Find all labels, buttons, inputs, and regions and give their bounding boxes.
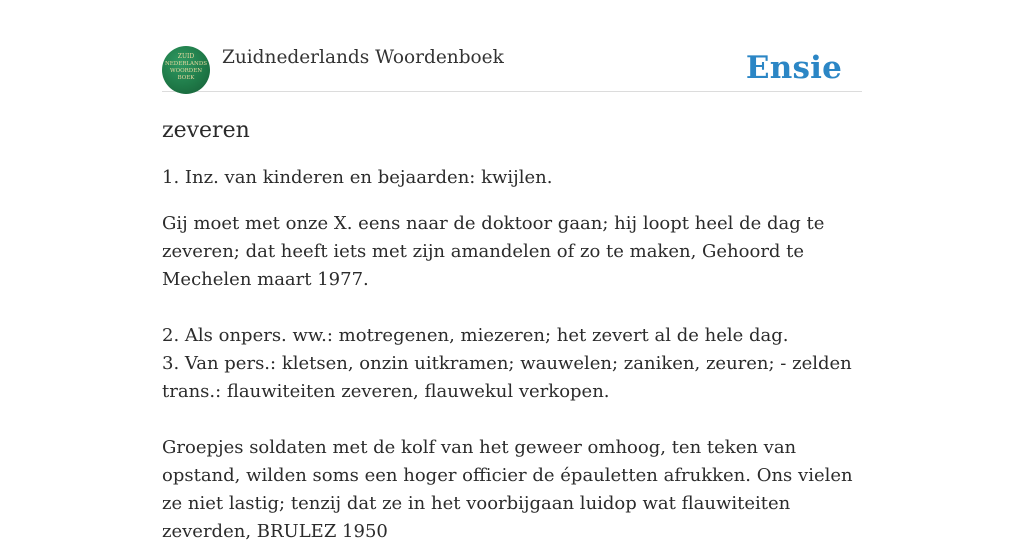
ensie-brand-logo[interactable]: Ensie [745,50,842,86]
spacer [162,294,862,322]
definition-sense-2: 2. Als onpers. ww.: motregenen, miezeren; het zevert al de hele dag. [162,325,789,346]
logo-line-2: NEDERLANDS [164,61,208,67]
dictionary-logo-icon[interactable] [162,46,210,94]
example-quote-3: Groepjes soldaten met de kolf van het geweer omhoog, ten teken van opstand, wilden soms een hoger officier de épauletten afrukken. Ons vielen ze niet lastig; tenzij dat ze in het voorbijgaan luidop wat flauwiteiten zeverden, BRULEZ 1950 [162,437,853,542]
definition-sense-1: 1. Inz. van kinderen en bejaarden: kwijlen. [162,167,553,188]
site-header [162,45,862,92]
logo-line-3: WOORDEN [169,68,203,74]
page-title: zeveren [162,118,250,143]
entry-content [162,114,862,546]
definition-sense-3: 3. Van pers.: kletsen, onzin uitkramen; wauwelen; zaniken, zeuren; - zelden trans.: flauwiteiten zeveren, flauwekul verkopen. [162,353,852,402]
spacer [162,406,862,434]
logo-line-4: BOEK [177,75,195,81]
dictionary-name-link[interactable]: Zuidnederlands Woordenboek [222,47,504,68]
spacer [162,192,862,210]
logo-line-1: ZUID [177,53,195,60]
example-quote-1: Gij moet met onze X. eens naar de doktoor gaan; hij loopt heel de dag te zeveren; dat heeft iets met zijn amandelen of zo te maken, Gehoord te Mechelen maart 1977. [162,213,825,290]
